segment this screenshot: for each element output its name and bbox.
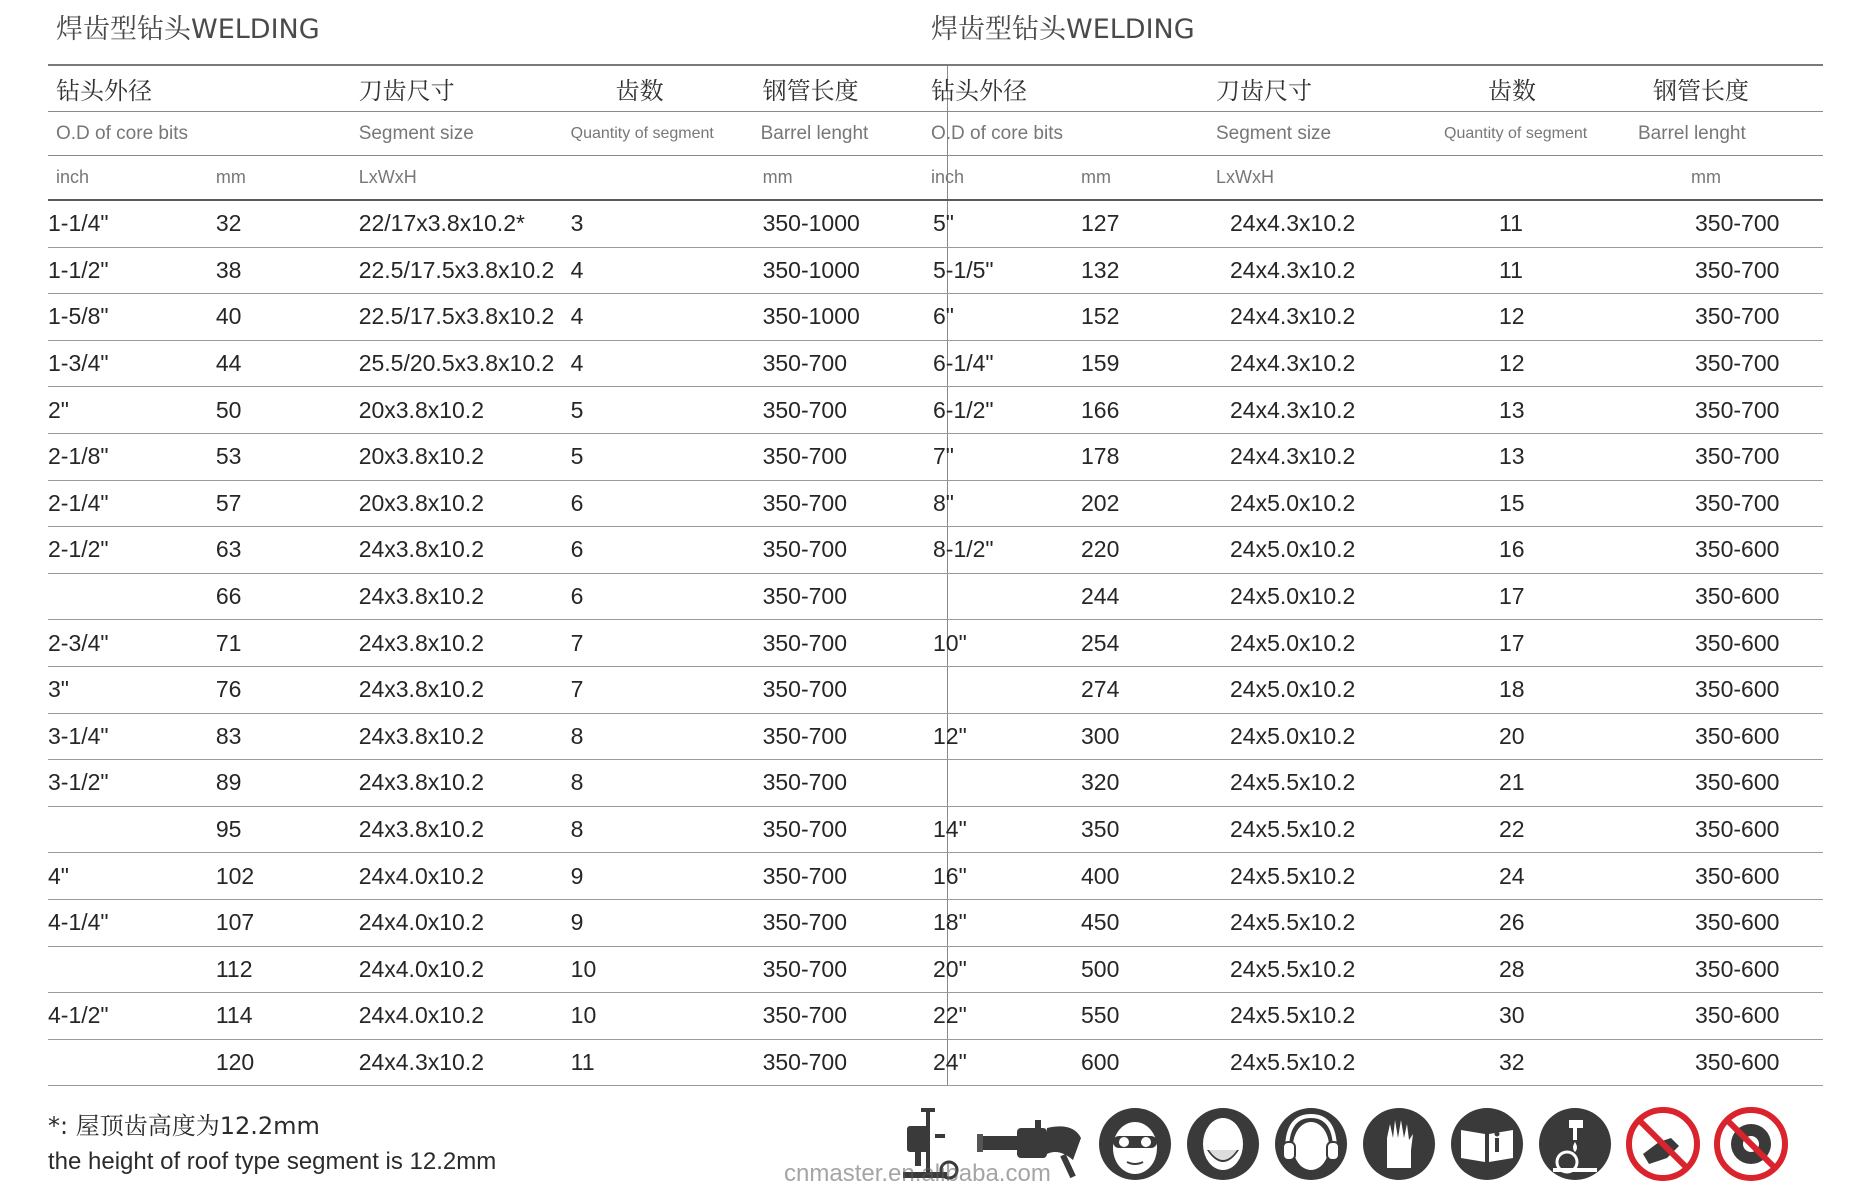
table-row <box>923 294 1823 341</box>
cell-segment-size: 24x4.3x10.2 <box>1216 387 1433 434</box>
cell-segment-qty: 7 <box>571 620 743 667</box>
cell-segment-qty: 22 <box>1433 806 1623 853</box>
cell-mm: 57 <box>216 480 359 527</box>
unit-mm: mm <box>216 156 359 201</box>
table-row <box>923 946 1823 993</box>
header-row-chinese <box>48 65 948 112</box>
cell-segment-qty: 9 <box>571 853 743 900</box>
cell-inch: 2-1/2" <box>48 527 216 574</box>
cell-barrel-length: 350-600 <box>1623 620 1823 667</box>
unit-qty <box>571 156 743 201</box>
cell-barrel-length: 350-700 <box>1623 480 1823 527</box>
cell-mm: 500 <box>1081 946 1216 993</box>
table-row <box>923 527 1823 574</box>
cell-inch: 4-1/4" <box>48 899 216 946</box>
cell-segment-size: 20x3.8x10.2 <box>359 433 571 480</box>
cell-inch <box>48 573 216 620</box>
cell-mm: 152 <box>1081 294 1216 341</box>
table-row <box>923 806 1823 853</box>
cell-mm: 132 <box>1081 247 1216 294</box>
cell-inch: 8-1/2" <box>923 527 1081 574</box>
table-row <box>923 433 1823 480</box>
cell-inch <box>48 806 216 853</box>
cell-inch: 24" <box>923 1039 1081 1086</box>
cell-mm: 450 <box>1081 899 1216 946</box>
cell-segment-size: 25.5/20.5x3.8x10.2 <box>359 340 571 387</box>
cell-mm: 40 <box>216 294 359 341</box>
header-barrel-cn: 钢管长度 <box>743 65 948 112</box>
table-row <box>48 294 948 341</box>
cell-segment-qty: 7 <box>571 666 743 713</box>
cell-segment-qty: 6 <box>571 480 743 527</box>
cell-barrel-length: 350-700 <box>1623 200 1823 247</box>
table-row <box>923 1039 1823 1086</box>
cell-mm: 166 <box>1081 387 1216 434</box>
safety-gloves-icon <box>1355 1104 1443 1184</box>
header-qty-en: Quantity of segment <box>571 112 743 156</box>
header-barrel-cn: 钢管长度 <box>1623 65 1823 112</box>
header-barrel-en: Barrel lenght <box>743 112 948 156</box>
cell-barrel-length: 350-600 <box>1623 899 1823 946</box>
watermark: cnmaster.en.alibaba.com <box>784 1160 1051 1187</box>
cell-inch: 2-1/4" <box>48 480 216 527</box>
cell-mm: 66 <box>216 573 359 620</box>
table-row <box>923 480 1823 527</box>
header-od-en: O.D of core bits <box>48 112 359 156</box>
cell-barrel-length: 350-700 <box>743 527 948 574</box>
cell-barrel-length: 350-700 <box>743 760 948 807</box>
cell-inch: 5" <box>923 200 1081 247</box>
table-row <box>48 713 948 760</box>
cell-inch: 3-1/2" <box>48 760 216 807</box>
cell-mm: 300 <box>1081 713 1216 760</box>
cell-mm: 202 <box>1081 480 1216 527</box>
cell-barrel-length: 350-700 <box>743 899 948 946</box>
cell-barrel-length: 350-700 <box>743 993 948 1040</box>
cell-barrel-length: 350-700 <box>1623 433 1823 480</box>
cell-segment-size: 24x3.8x10.2 <box>359 760 571 807</box>
table-row <box>48 527 948 574</box>
header-row-english <box>48 112 948 156</box>
header-segment-cn: 刀齿尺寸 <box>359 65 571 112</box>
table-row <box>48 806 948 853</box>
cell-barrel-length: 350-700 <box>743 853 948 900</box>
footnote-english: the height of roof type segment is 12.2mm <box>48 1148 497 1175</box>
footnote-chinese: *: 屋顶齿高度为12.2mm <box>48 1112 320 1140</box>
header-row-chinese <box>923 65 1823 112</box>
table-row <box>48 666 948 713</box>
cell-inch: 6-1/4" <box>923 340 1081 387</box>
cell-segment-qty: 17 <box>1433 620 1623 667</box>
cell-segment-qty: 15 <box>1433 480 1623 527</box>
cell-barrel-length: 350-1000 <box>743 247 948 294</box>
table-row <box>923 666 1823 713</box>
cell-segment-size: 24x4.3x10.2 <box>359 1039 571 1086</box>
table-row <box>48 573 948 620</box>
header-od-cn: 钻头外径 <box>923 65 1216 112</box>
cell-inch: 3-1/4" <box>48 713 216 760</box>
cell-segment-qty: 4 <box>571 294 743 341</box>
right-table-body <box>923 200 1823 1086</box>
cell-barrel-length: 350-700 <box>743 480 948 527</box>
table-row <box>48 200 948 247</box>
cell-segment-size: 22.5/17.5x3.8x10.2 <box>359 247 571 294</box>
cell-barrel-length: 350-700 <box>1623 387 1823 434</box>
cell-segment-qty: 12 <box>1433 340 1623 387</box>
cell-barrel-length: 350-700 <box>743 1039 948 1086</box>
cell-segment-size: 24x5.0x10.2 <box>1216 480 1433 527</box>
cell-inch: 2" <box>48 387 216 434</box>
cell-segment-size: 24x5.5x10.2 <box>1216 760 1433 807</box>
table-row <box>48 946 948 993</box>
read-manual-icon <box>1443 1104 1531 1184</box>
table-row <box>923 760 1823 807</box>
table-row <box>48 387 948 434</box>
cell-segment-size: 24x3.8x10.2 <box>359 713 571 760</box>
cell-mm: 127 <box>1081 200 1216 247</box>
cell-segment-size: 24x5.0x10.2 <box>1216 527 1433 574</box>
header-qty-cn: 齿数 <box>571 65 743 112</box>
cell-segment-qty: 16 <box>1433 527 1623 574</box>
cell-barrel-length: 350-1000 <box>743 200 948 247</box>
cell-mm: 32 <box>216 200 359 247</box>
cell-segment-size: 24x4.0x10.2 <box>359 946 571 993</box>
header-od-en: O.D of core bits <box>923 112 1216 156</box>
cell-inch: 12" <box>923 713 1081 760</box>
table-row <box>923 853 1823 900</box>
cell-segment-size: 24x5.5x10.2 <box>1216 899 1433 946</box>
table-row <box>923 713 1823 760</box>
cell-barrel-length: 350-700 <box>743 666 948 713</box>
table-row <box>48 899 948 946</box>
cell-inch: 2-1/8" <box>48 433 216 480</box>
cell-mm: 53 <box>216 433 359 480</box>
cell-segment-qty: 5 <box>571 387 743 434</box>
header-row-units <box>48 156 948 201</box>
cell-inch <box>923 760 1081 807</box>
cell-segment-qty: 8 <box>571 713 743 760</box>
table-row <box>923 899 1823 946</box>
header-row-units <box>923 156 1823 201</box>
cell-segment-qty: 17 <box>1433 573 1623 620</box>
safety-goggles-icon <box>1091 1104 1179 1184</box>
header-barrel-en: Barrel lenght <box>1623 112 1823 156</box>
left-panel-title: 焊齿型钻头WELDING <box>56 14 320 45</box>
header-segment-en: Segment size <box>1216 112 1433 156</box>
header-segment-cn: 刀齿尺寸 <box>1216 65 1433 112</box>
cell-mm: 600 <box>1081 1039 1216 1086</box>
cell-mm: 400 <box>1081 853 1216 900</box>
cell-inch: 6-1/2" <box>923 387 1081 434</box>
cell-segment-qty: 8 <box>571 760 743 807</box>
table-row <box>923 200 1823 247</box>
unit-mm: mm <box>1081 156 1216 201</box>
cell-inch: 1-1/4" <box>48 200 216 247</box>
cell-inch: 16" <box>923 853 1081 900</box>
cell-segment-size: 24x3.8x10.2 <box>359 806 571 853</box>
cell-mm: 112 <box>216 946 359 993</box>
cell-segment-qty: 21 <box>1433 760 1623 807</box>
cell-barrel-length: 350-700 <box>743 806 948 853</box>
ear-protection-icon <box>1267 1104 1355 1184</box>
cell-mm: 50 <box>216 387 359 434</box>
no-hammer-drill-icon <box>1707 1104 1795 1184</box>
cell-segment-size: 24x4.0x10.2 <box>359 993 571 1040</box>
cell-segment-size: 20x3.8x10.2 <box>359 387 571 434</box>
cell-segment-size: 24x4.0x10.2 <box>359 899 571 946</box>
cell-segment-size: 24x5.5x10.2 <box>1216 806 1433 853</box>
cell-inch: 2-3/4" <box>48 620 216 667</box>
cell-barrel-length: 350-700 <box>743 387 948 434</box>
unit-inch: inch <box>923 156 1081 201</box>
cell-mm: 63 <box>216 527 359 574</box>
cell-barrel-length: 350-700 <box>1623 247 1823 294</box>
cell-barrel-length: 350-600 <box>1623 760 1823 807</box>
cell-barrel-length: 350-1000 <box>743 294 948 341</box>
cell-segment-size: 20x3.8x10.2 <box>359 480 571 527</box>
cell-mm: 71 <box>216 620 359 667</box>
cell-inch: 3" <box>48 666 216 713</box>
cell-segment-size: 24x4.3x10.2 <box>1216 294 1433 341</box>
cell-segment-qty: 4 <box>571 247 743 294</box>
header-qty-en: Quantity of segment <box>1433 112 1623 156</box>
unit-inch: inch <box>48 156 216 201</box>
cell-inch: 1-1/2" <box>48 247 216 294</box>
cell-inch <box>923 666 1081 713</box>
table-row <box>48 853 948 900</box>
footnote <box>48 1108 496 1180</box>
no-hand-held-icon <box>1619 1104 1707 1184</box>
cell-mm: 114 <box>216 993 359 1040</box>
unit-lxwxh: LxWxH <box>359 156 571 201</box>
cell-segment-qty: 5 <box>571 433 743 480</box>
table-row <box>923 573 1823 620</box>
cell-mm: 89 <box>216 760 359 807</box>
cell-inch: 1-5/8" <box>48 294 216 341</box>
cell-segment-size: 22/17x3.8x10.2* <box>359 200 571 247</box>
cell-barrel-length: 350-600 <box>1623 806 1823 853</box>
cell-inch <box>48 946 216 993</box>
cell-segment-size: 24x4.0x10.2 <box>359 853 571 900</box>
cell-segment-qty: 11 <box>1433 247 1623 294</box>
cell-segment-qty: 3 <box>571 200 743 247</box>
cell-barrel-length: 350-700 <box>1623 294 1823 341</box>
cell-inch: 14" <box>923 806 1081 853</box>
unit-qty <box>1433 156 1623 201</box>
cell-segment-qty: 20 <box>1433 713 1623 760</box>
unit-lxwxh: LxWxH <box>1216 156 1433 201</box>
cell-segment-qty: 4 <box>571 340 743 387</box>
cell-inch: 4-1/2" <box>48 993 216 1040</box>
cell-segment-qty: 18 <box>1433 666 1623 713</box>
cell-inch: 18" <box>923 899 1081 946</box>
cell-barrel-length: 350-600 <box>1623 527 1823 574</box>
cell-mm: 120 <box>216 1039 359 1086</box>
cell-mm: 159 <box>1081 340 1216 387</box>
left-spec-panel <box>48 0 948 1086</box>
cell-segment-size: 24x5.0x10.2 <box>1216 713 1433 760</box>
header-row-english <box>923 112 1823 156</box>
cell-mm: 76 <box>216 666 359 713</box>
cell-segment-size: 24x5.5x10.2 <box>1216 1039 1433 1086</box>
table-row <box>48 480 948 527</box>
cell-mm: 220 <box>1081 527 1216 574</box>
cell-segment-size: 24x3.8x10.2 <box>359 527 571 574</box>
cell-segment-size: 24x4.3x10.2 <box>1216 340 1433 387</box>
cell-segment-qty: 24 <box>1433 853 1623 900</box>
cell-barrel-length: 350-600 <box>1623 666 1823 713</box>
cell-mm: 44 <box>216 340 359 387</box>
cell-segment-size: 24x5.0x10.2 <box>1216 620 1433 667</box>
cell-mm: 350 <box>1081 806 1216 853</box>
cell-segment-qty: 26 <box>1433 899 1623 946</box>
cell-mm: 83 <box>216 713 359 760</box>
cell-mm: 254 <box>1081 620 1216 667</box>
table-row <box>923 340 1823 387</box>
header-segment-en: Segment size <box>359 112 571 156</box>
cell-segment-size: 24x3.8x10.2 <box>359 620 571 667</box>
right-panel-title: 焊齿型钻头WELDING <box>931 14 1195 45</box>
table-row <box>48 620 948 667</box>
cell-segment-size: 24x4.3x10.2 <box>1216 433 1433 480</box>
table-row <box>923 993 1823 1040</box>
cell-mm: 244 <box>1081 573 1216 620</box>
cell-segment-qty: 6 <box>571 527 743 574</box>
cell-barrel-length: 350-600 <box>1623 993 1823 1040</box>
cell-inch: 6" <box>923 294 1081 341</box>
cell-segment-qty: 12 <box>1433 294 1623 341</box>
cell-mm: 274 <box>1081 666 1216 713</box>
cell-segment-qty: 10 <box>571 993 743 1040</box>
cell-segment-qty: 9 <box>571 899 743 946</box>
cell-segment-size: 24x3.8x10.2 <box>359 573 571 620</box>
cell-inch: 8" <box>923 480 1081 527</box>
cell-inch: 4" <box>48 853 216 900</box>
dust-mask-icon <box>1179 1104 1267 1184</box>
table-row <box>923 387 1823 434</box>
cell-segment-qty: 6 <box>571 573 743 620</box>
cell-barrel-length: 350-700 <box>743 713 948 760</box>
cell-segment-size: 24x5.0x10.2 <box>1216 573 1433 620</box>
cell-mm: 102 <box>216 853 359 900</box>
table-row <box>48 993 948 1040</box>
cell-inch <box>923 573 1081 620</box>
right-spec-panel <box>923 0 1823 1086</box>
cell-barrel-length: 350-700 <box>743 946 948 993</box>
cell-inch <box>48 1039 216 1086</box>
cell-barrel-length: 350-600 <box>1623 573 1823 620</box>
cell-segment-size: 24x3.8x10.2 <box>359 666 571 713</box>
cell-segment-size: 24x5.0x10.2 <box>1216 666 1433 713</box>
unit-barrel-mm: mm <box>743 156 948 201</box>
cell-barrel-length: 350-600 <box>1623 713 1823 760</box>
cell-inch: 22" <box>923 993 1081 1040</box>
table-row <box>48 247 948 294</box>
cell-mm: 178 <box>1081 433 1216 480</box>
cell-segment-qty: 11 <box>1433 200 1623 247</box>
cell-barrel-length: 350-700 <box>743 573 948 620</box>
right-spec-table <box>923 64 1823 1086</box>
cell-mm: 550 <box>1081 993 1216 1040</box>
cell-segment-size: 24x5.5x10.2 <box>1216 853 1433 900</box>
left-spec-table <box>48 64 948 1086</box>
table-row <box>48 433 948 480</box>
cell-barrel-length: 350-600 <box>1623 853 1823 900</box>
cell-segment-size: 24x4.3x10.2 <box>1216 247 1433 294</box>
cell-inch: 20" <box>923 946 1081 993</box>
table-row <box>923 247 1823 294</box>
cell-segment-qty: 10 <box>571 946 743 993</box>
cell-segment-size: 22.5/17.5x3.8x10.2 <box>359 294 571 341</box>
table-row <box>48 1039 948 1086</box>
cell-barrel-length: 350-700 <box>743 620 948 667</box>
cell-mm: 95 <box>216 806 359 853</box>
unit-barrel-mm: mm <box>1623 156 1823 201</box>
left-table-body <box>48 200 948 1086</box>
cell-barrel-length: 350-600 <box>1623 1039 1823 1086</box>
header-od-cn: 钻头外径 <box>48 65 359 112</box>
cell-segment-qty: 32 <box>1433 1039 1623 1086</box>
cell-segment-qty: 13 <box>1433 433 1623 480</box>
cell-barrel-length: 350-700 <box>743 340 948 387</box>
cell-segment-qty: 30 <box>1433 993 1623 1040</box>
table-row <box>923 620 1823 667</box>
cell-segment-qty: 8 <box>571 806 743 853</box>
cell-mm: 38 <box>216 247 359 294</box>
cell-inch: 7" <box>923 433 1081 480</box>
table-row <box>48 760 948 807</box>
cell-mm: 107 <box>216 899 359 946</box>
cell-barrel-length: 350-700 <box>1623 340 1823 387</box>
cell-segment-qty: 11 <box>571 1039 743 1086</box>
cell-segment-qty: 28 <box>1433 946 1623 993</box>
cell-inch: 1-3/4" <box>48 340 216 387</box>
cell-barrel-length: 350-600 <box>1623 946 1823 993</box>
cell-segment-size: 24x4.3x10.2 <box>1216 200 1433 247</box>
cell-mm: 320 <box>1081 760 1216 807</box>
table-row <box>48 340 948 387</box>
water-cooling-icon <box>1531 1104 1619 1184</box>
cell-segment-size: 24x5.5x10.2 <box>1216 993 1433 1040</box>
cell-inch: 10" <box>923 620 1081 667</box>
header-qty-cn: 齿数 <box>1433 65 1623 112</box>
cell-barrel-length: 350-700 <box>743 433 948 480</box>
cell-segment-size: 24x5.5x10.2 <box>1216 946 1433 993</box>
cell-inch: 5-1/5" <box>923 247 1081 294</box>
cell-segment-qty: 13 <box>1433 387 1623 434</box>
